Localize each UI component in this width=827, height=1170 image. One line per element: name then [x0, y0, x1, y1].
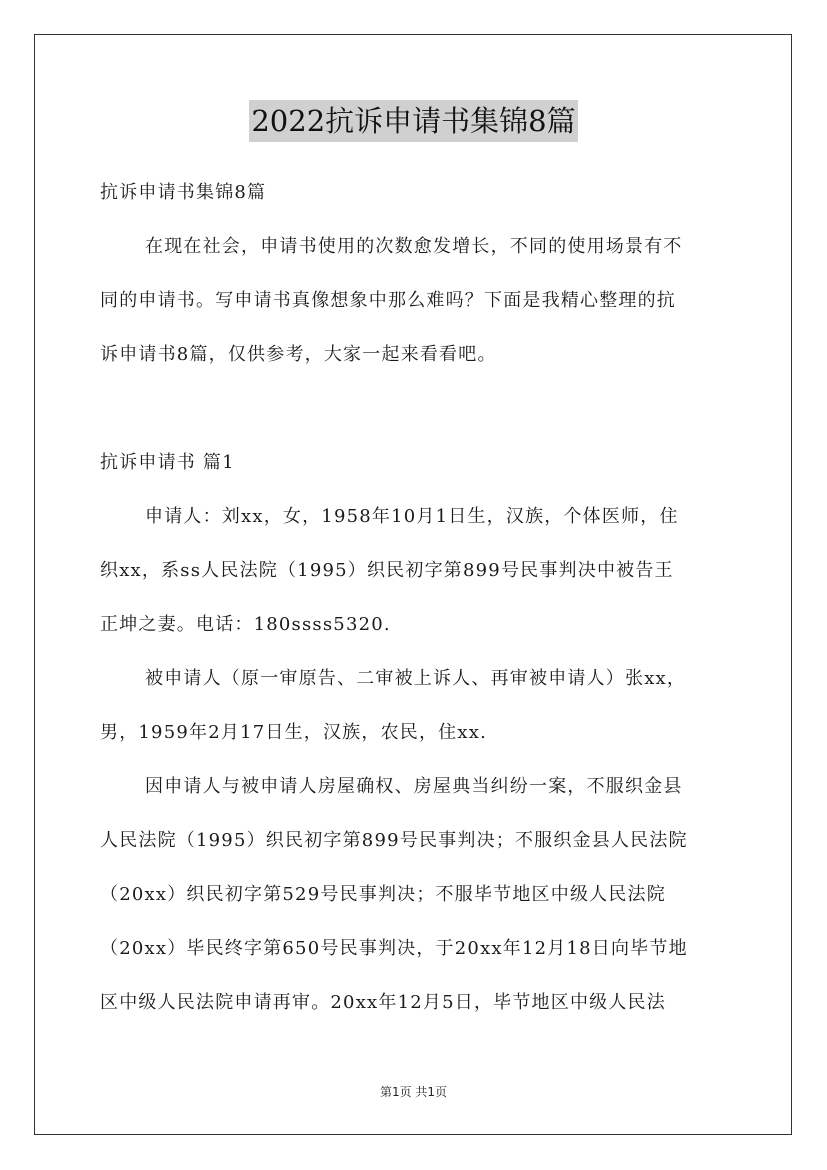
paragraph-line: 申请人：刘xx，女，1958年10月1日生，汉族，个体医师，住 [145, 506, 679, 527]
paragraph-line: 正坤之妻。电话：180ssss5320. [100, 614, 391, 635]
paragraph-line: 织xx，系ss人民法院（1995）织民初字第899号民事判决中被告王 [100, 560, 674, 581]
document-title: 2022抗诉申请书集锦8篇 [249, 100, 577, 142]
section-heading: 抗诉申请书 篇1 [100, 452, 235, 473]
document-body [100, 170, 730, 1034]
paragraph-line: 因申请人与被申请人房屋确权、房屋典当纠纷一案，不服织金县 [145, 776, 683, 797]
paragraph-line: （20xx）毕民终字第650号民事判决，于20xx年12月18日向毕节地 [100, 938, 688, 959]
paragraph-line: 人民法院（1995）织民初字第899号民事判决；不服织金县人民法院 [100, 830, 688, 851]
paragraph-line: 同的申请书。写申请书真像想象中那么难吗？下面是我精心整理的抗 [100, 290, 676, 311]
paragraph-line: （20xx）织民初字第529号民事判决；不服毕节地区中级人民法院 [100, 884, 666, 905]
blank-line [100, 386, 730, 440]
title-container [0, 100, 827, 142]
paragraph-line: 区中级人民法院申请再审。20xx年12月5日，毕节地区中级人民法 [100, 992, 666, 1013]
section-heading: 抗诉申请书集锦8篇 [100, 182, 267, 203]
paragraph-line: 男，1959年2月17日生，汉族，农民，住xx. [100, 722, 487, 743]
paragraph-line: 被申请人（原一审原告、二审被上诉人、再审被申请人）张xx， [145, 668, 687, 689]
paragraph-line: 在现在社会，申请书使用的次数愈发增长，不同的使用场景有不 [145, 236, 683, 257]
paragraph-line: 诉申请书8篇，仅供参考，大家一起来看看吧。 [100, 344, 497, 365]
page-number-footer: 第1页 共1页 [379, 1085, 448, 1099]
